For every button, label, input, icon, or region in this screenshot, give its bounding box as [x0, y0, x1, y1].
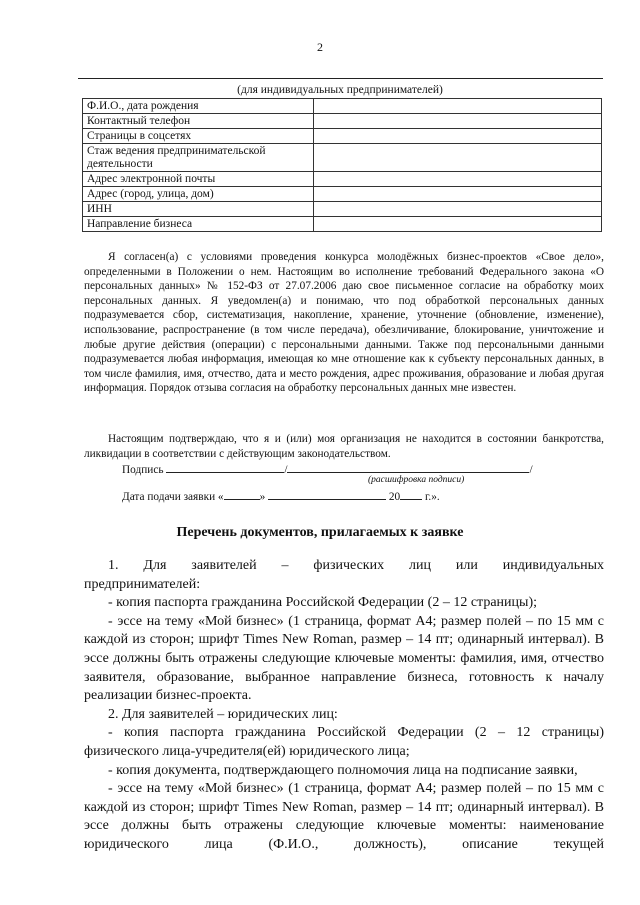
date-label: Дата подачи заявки « [122, 491, 224, 503]
row-label: ИНН [83, 202, 314, 217]
documents-list [84, 557, 604, 855]
row-label: Адрес электронной почты [83, 172, 314, 187]
signature-decryption-field[interactable] [287, 461, 529, 473]
signature-caption: (расшифровка подписи) [368, 475, 465, 485]
documents-item: 2. Для заявителей – юридических лиц: [108, 706, 338, 722]
signature-field[interactable] [166, 461, 284, 473]
date-year-field[interactable] [400, 488, 422, 500]
row-label: Стаж ведения предпринимательской деятельности [83, 144, 314, 172]
documents-item: - эссе на тему «Мой бизнес» (1 страница, формат А4; размер полей – по 15 мм с каждой из сторон; шрифт Times New Roman, размер – 14 пт; одинарный интервал). В эссе должны быть отражены следующие ключевые моменты: фамилия, имя, отчество заявителя, образование, выбранное направление бизнеса, готовность к началу реализации бизнес-проекта. [84, 613, 604, 704]
documents-item: 1. Для заявителей – физических лиц или индивидуальных [108, 558, 604, 573]
documents-item: - копия документа, подтверждающего полномочия лица на подписание заявки, [108, 762, 578, 778]
table-row [83, 202, 602, 217]
row-value-field[interactable] [313, 187, 601, 202]
row-value-field[interactable] [313, 99, 601, 114]
row-label: Ф.И.О., дата рождения [83, 99, 314, 114]
page-number: 2 [317, 40, 323, 54]
row-value-field[interactable] [313, 114, 601, 129]
date-year-prefix: 20 [388, 491, 401, 503]
consent-paragraph: Я согласен(а) с условиями проведения конкурса молодёжных бизнес-проектов «Свое дело», определенными в Положении о нем. Настоящим во исполнение требований Федерального закона «О персональных данных» № 152-ФЗ от 27.07.2006 даю свое письменное согласие на обработку моих персональных данных. Я уведомлен(а) и понимаю, что под обработкой персональных данных подразумевается сбор, систематизация, накопление, хранение, уточнение (обновление, изменение), использование, распространение (в том числе передача), обезличивание, блокирование, уничтожение и любые другие действия (операции) с персональными данными. Также под персональными данными подразумевается любая информация, имеющая ко мне отношение как к субъекту персональных данных, в том числе фамилия, имя, отчество, дата и место рождения, адрес проживания, образование и любая другая информация. Порядок отзыва согласия на обработку персональных данных мне известен. [84, 251, 604, 395]
documents-item: - эссе на тему «Мой бизнес» (1 страница, формат А4; размер полей – по 15 мм с каждой из сторон; шрифт Times New Roman, размер – 14 пт; одинарный интервал). В эссе должны быть отражены следующие ключевые моменты: наименование юридического лица (Ф.И.О., должность), описание текущей [84, 781, 604, 852]
signature-label: Подпись [122, 464, 164, 476]
table-row [83, 217, 602, 232]
row-value-field[interactable] [313, 217, 601, 232]
date-year-suffix: г.». [425, 491, 440, 503]
row-label: Направление бизнеса [83, 217, 314, 232]
signature-slash: / [284, 464, 288, 476]
row-value-field[interactable] [313, 202, 601, 217]
table-row [83, 144, 602, 172]
applicant-info-table [82, 98, 602, 232]
signature-line [122, 461, 533, 476]
top-divider [78, 78, 603, 79]
row-value-field[interactable] [313, 172, 601, 187]
row-value-field[interactable] [313, 129, 601, 144]
table-row [83, 172, 602, 187]
documents-heading: Перечень документов, прилагаемых к заявке [176, 525, 464, 540]
documents-item: предпринимателей: [84, 576, 201, 592]
documents-item: - копия паспорта гражданина Российской Федерации (2 – 12 страницы); [108, 595, 537, 611]
table-row [83, 99, 602, 114]
date-month-field[interactable] [268, 488, 386, 500]
date-day-field[interactable] [224, 488, 260, 500]
row-label: Страницы в соцсетях [83, 129, 314, 144]
application-date-line [122, 488, 440, 503]
signature-slash-end: / [529, 464, 533, 476]
row-label: Контактный телефон [83, 114, 314, 129]
confirmation-paragraph: Настоящим подтверждаю, что я и (или) моя организация не находится в состоянии банкротства, ликвидации в соответствии с действующим законодательством. [84, 433, 604, 460]
date-close-quote: » [259, 491, 266, 503]
table-row [83, 114, 602, 129]
table-row [83, 187, 602, 202]
row-value-field[interactable] [313, 144, 601, 172]
form-caption: (для индивидуальных предпринимателей) [237, 84, 443, 96]
table-row [83, 129, 602, 144]
row-label: Адрес (город, улица, дом) [83, 187, 314, 202]
documents-item: - копия паспорта гражданина Российской Федерации (2 – 12 страницы) физического лица-учредителя(ей) юридического лица; [84, 725, 604, 759]
